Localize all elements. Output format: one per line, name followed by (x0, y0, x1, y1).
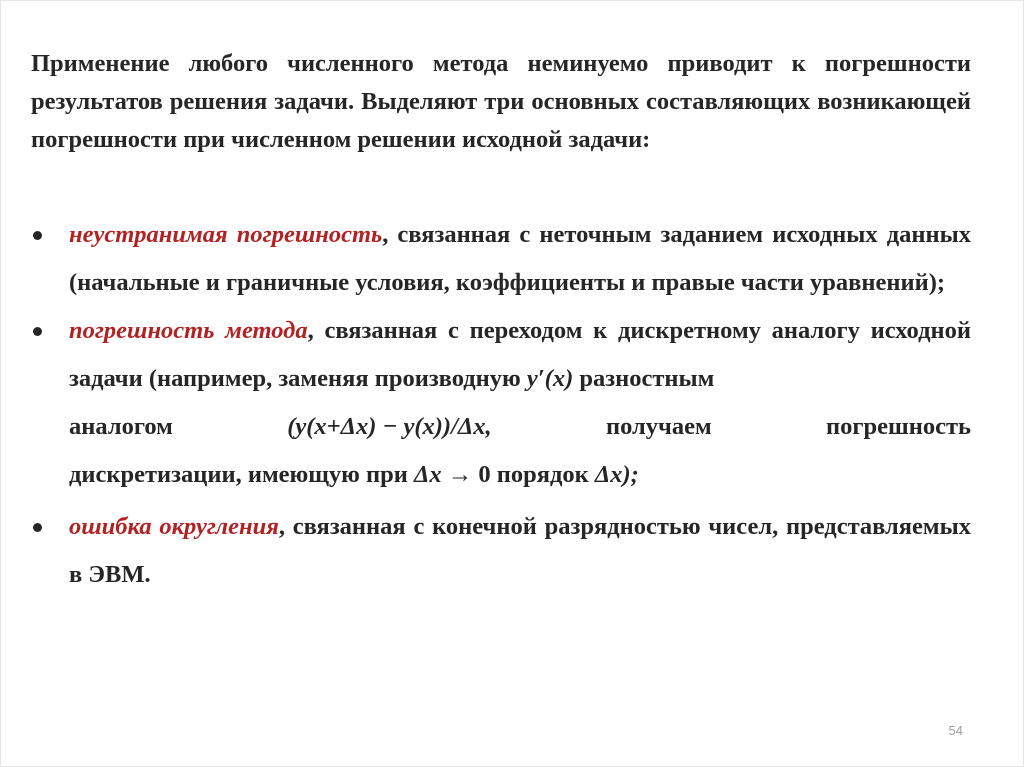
discretization-text: дискретизации, имеющую при (69, 461, 408, 488)
list-item-irreducible-error (69, 211, 971, 307)
arrow-icon: → (447, 461, 473, 488)
method-error-description-2: разностным (573, 365, 715, 392)
formula-line (69, 403, 971, 451)
bullet-icon (33, 231, 42, 240)
derivative-formula: y′(x) (526, 365, 574, 392)
term-method-error: погрешность метода (69, 317, 308, 344)
method-error-description-1: , связанная с переходом к дискретному аналогу исходной задачи (например, заменяя производную (69, 317, 971, 392)
order-formula: Δx); (594, 461, 639, 488)
limit-variable: Δx (414, 461, 442, 488)
bullet-icon (33, 327, 42, 336)
term-rounding-error: ошибка округления (69, 513, 279, 540)
irreducible-error-description: , связанная с неточным заданием исходных данных (начальные и граничные условия, коэффициенты и правые части уравнений); (69, 221, 971, 296)
intro-paragraph: Применение любого численного метода неминуемо приводит к погрешности результатов решения задачи. Выделяют три основных составляющих возникающей погрешности при численном решении исходной задачи: (31, 50, 971, 153)
error-components-list (1, 211, 1024, 599)
error-word: погрешность (826, 413, 971, 440)
list-item-method-error (69, 307, 971, 499)
page-number: 54 (948, 723, 963, 738)
limit-tail: 0 порядок (478, 461, 589, 488)
term-irreducible-error: неустранимая погрешность (69, 221, 383, 248)
rounding-error-description: , связанная с конечной разрядностью чисел, представляемых в ЭВМ. (69, 513, 971, 588)
bullet-icon (33, 523, 42, 532)
difference-formula: (y(x+Δx) − y(x))/Δx, (287, 413, 492, 440)
analog-word: аналогом (69, 413, 173, 440)
obtain-word: получаем (606, 413, 712, 440)
list-item-rounding-error (69, 503, 971, 599)
